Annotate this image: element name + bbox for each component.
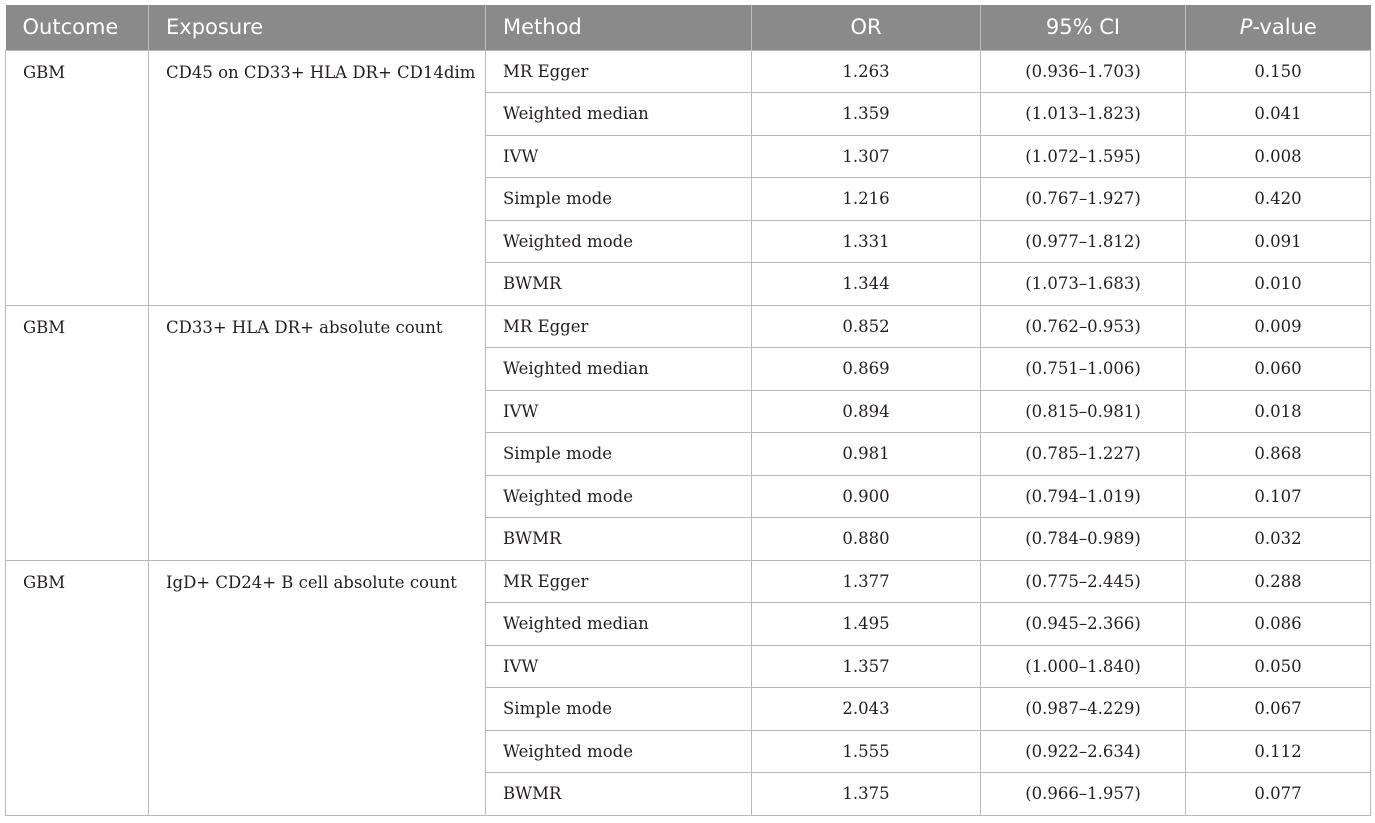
p-value-cell: 0.032: [1186, 518, 1371, 561]
or-cell: 0.880: [752, 518, 981, 561]
outcome-cell: GBM: [6, 560, 149, 815]
header-p-value: [1186, 5, 1371, 50]
method-cell: Simple mode: [486, 178, 752, 221]
p-value-cell: 0.420: [1186, 178, 1371, 221]
ci-cell: (0.966–1.957): [981, 773, 1186, 816]
method-cell: Simple mode: [486, 688, 752, 731]
outcome-cell: GBM: [6, 305, 149, 560]
ci-cell: (0.751–1.006): [981, 348, 1186, 391]
p-value-cell: 0.150: [1186, 50, 1371, 93]
or-cell: 0.894: [752, 390, 981, 433]
p-value-cell: 0.041: [1186, 93, 1371, 136]
header-p-suffix: -value: [1252, 15, 1317, 40]
ci-cell: (0.762–0.953): [981, 305, 1186, 348]
p-value-cell: 0.018: [1186, 390, 1371, 433]
table-row: [6, 305, 1371, 348]
ci-cell: (1.072–1.595): [981, 135, 1186, 178]
exposure-cell: CD45 on CD33+ HLA DR+ CD14dim: [149, 50, 486, 305]
ci-cell: (0.987–4.229): [981, 688, 1186, 731]
p-value-cell: 0.288: [1186, 560, 1371, 603]
method-cell: Simple mode: [486, 433, 752, 476]
method-cell: IVW: [486, 390, 752, 433]
header-or: OR: [752, 5, 981, 50]
p-value-cell: 0.091: [1186, 220, 1371, 263]
p-value-cell: 0.107: [1186, 475, 1371, 518]
or-cell: 0.981: [752, 433, 981, 476]
ci-cell: (0.922–2.634): [981, 730, 1186, 773]
p-value-cell: 0.009: [1186, 305, 1371, 348]
header-row: [6, 5, 1371, 50]
method-cell: Weighted median: [486, 93, 752, 136]
or-cell: 1.331: [752, 220, 981, 263]
or-cell: 1.377: [752, 560, 981, 603]
exposure-cell: CD33+ HLA DR+ absolute count: [149, 305, 486, 560]
ci-cell: (0.785–1.227): [981, 433, 1186, 476]
p-value-cell: 0.050: [1186, 645, 1371, 688]
method-cell: BWMR: [486, 773, 752, 816]
ci-cell: (1.000–1.840): [981, 645, 1186, 688]
method-cell: Weighted mode: [486, 220, 752, 263]
table-row: [6, 50, 1371, 93]
method-cell: Weighted median: [486, 603, 752, 646]
method-cell: MR Egger: [486, 305, 752, 348]
header-outcome: Outcome: [22, 15, 119, 40]
method-cell: Weighted mode: [486, 475, 752, 518]
method-cell: Weighted median: [486, 348, 752, 391]
or-cell: 2.043: [752, 688, 981, 731]
or-cell: 1.375: [752, 773, 981, 816]
mr-results-table: [5, 5, 1371, 816]
or-cell: 1.495: [752, 603, 981, 646]
or-cell: 0.852: [752, 305, 981, 348]
ci-cell: (0.767–1.927): [981, 178, 1186, 221]
ci-cell: (0.784–0.989): [981, 518, 1186, 561]
or-cell: 1.555: [752, 730, 981, 773]
ci-cell: (0.977–1.812): [981, 220, 1186, 263]
p-value-cell: 0.010: [1186, 263, 1371, 306]
ci-cell: (0.775–2.445): [981, 560, 1186, 603]
p-value-cell: 0.067: [1186, 688, 1371, 731]
or-cell: 1.263: [752, 50, 981, 93]
method-cell: BWMR: [486, 518, 752, 561]
p-value-cell: 0.008: [1186, 135, 1371, 178]
or-cell: 1.359: [752, 93, 981, 136]
header-method: Method: [486, 5, 752, 50]
header-ci: 95% CI: [981, 5, 1186, 50]
or-cell: 1.344: [752, 263, 981, 306]
or-cell: 1.307: [752, 135, 981, 178]
or-cell: 0.869: [752, 348, 981, 391]
ci-cell: (0.794–1.019): [981, 475, 1186, 518]
or-cell: 1.216: [752, 178, 981, 221]
method-cell: MR Egger: [486, 560, 752, 603]
ci-cell: (1.013–1.823): [981, 93, 1186, 136]
method-cell: MR Egger: [486, 50, 752, 93]
p-value-cell: 0.086: [1186, 603, 1371, 646]
table-row: [6, 560, 1371, 603]
table-body: [6, 50, 1371, 815]
method-cell: BWMR: [486, 263, 752, 306]
header-exposure: Exposure: [149, 5, 486, 50]
header-p-letter: P: [1239, 15, 1253, 40]
method-cell: Weighted mode: [486, 730, 752, 773]
method-cell: IVW: [486, 645, 752, 688]
ci-cell: (1.073–1.683): [981, 263, 1186, 306]
ci-cell: (0.945–2.366): [981, 603, 1186, 646]
outcome-cell: GBM: [6, 50, 149, 305]
or-cell: 1.357: [752, 645, 981, 688]
or-cell: 0.900: [752, 475, 981, 518]
method-cell: IVW: [486, 135, 752, 178]
ci-cell: (0.815–0.981): [981, 390, 1186, 433]
p-value-cell: 0.060: [1186, 348, 1371, 391]
exposure-cell: IgD+ CD24+ B cell absolute count: [149, 560, 486, 815]
p-value-cell: 0.112: [1186, 730, 1371, 773]
ci-cell: (0.936–1.703): [981, 50, 1186, 93]
p-value-cell: 0.868: [1186, 433, 1371, 476]
p-value-cell: 0.077: [1186, 773, 1371, 816]
